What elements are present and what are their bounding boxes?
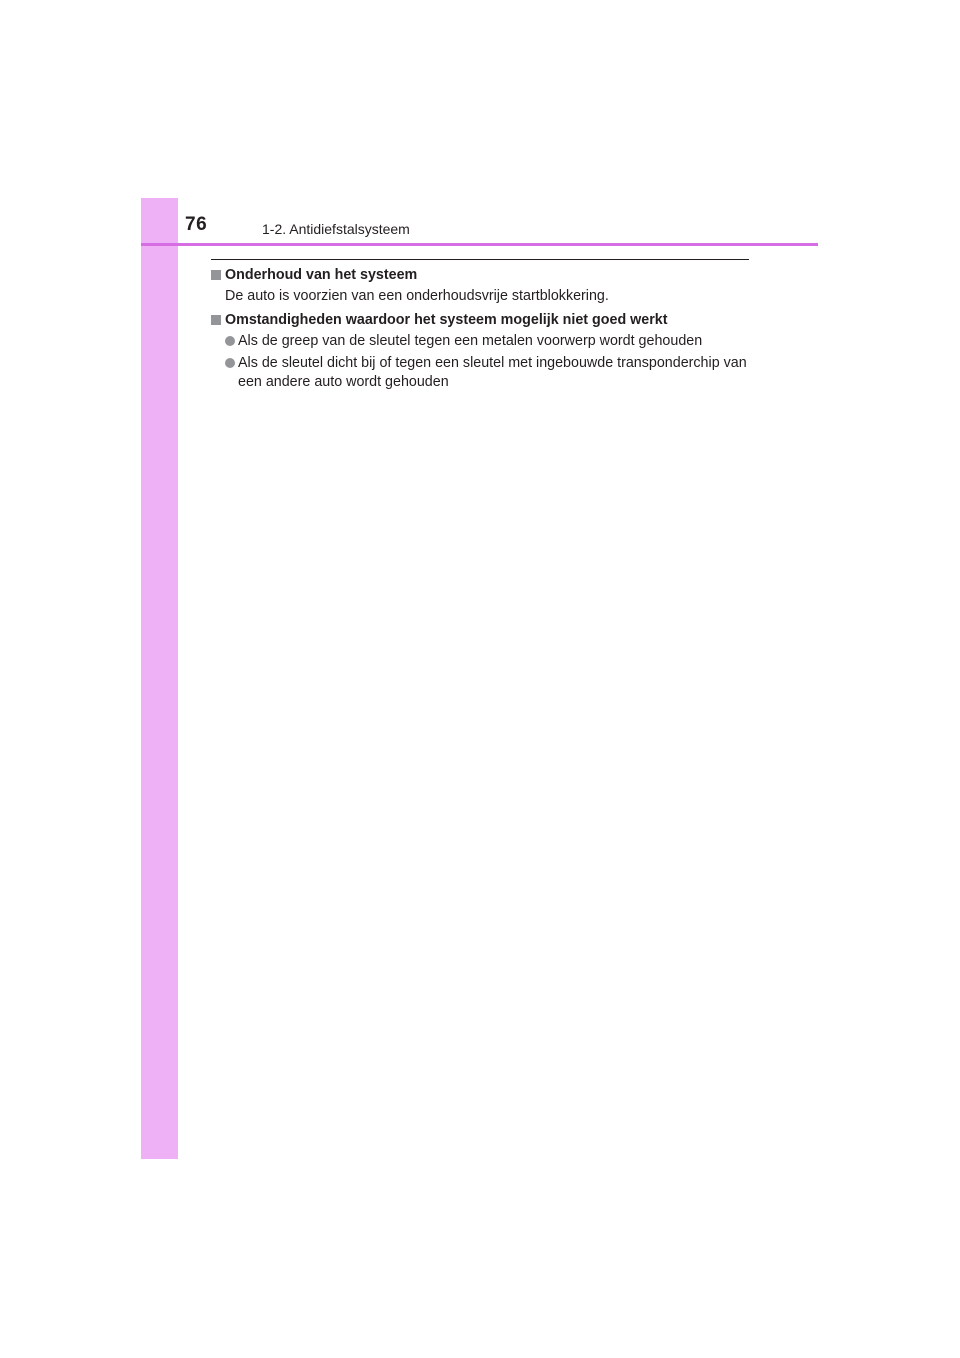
list-item <box>225 332 756 351</box>
section-heading-text: Omstandigheden waardoor het systeem mogelijk niet goed werkt <box>225 312 668 328</box>
section-heading-text: Onderhoud van het systeem <box>225 267 418 283</box>
header-rule <box>141 243 818 246</box>
circle-bullet-icon <box>225 336 235 346</box>
circle-bullet-icon <box>225 358 235 368</box>
square-bullet-icon <box>211 270 221 280</box>
content-rule <box>211 259 749 260</box>
section-heading <box>211 266 756 285</box>
list-item <box>225 354 756 392</box>
section-title: 1-2. Antidiefstalsysteem <box>262 221 410 237</box>
list-item-text: Als de sleutel dicht bij of tegen een sleutel met ingebouwde transponderchip van een andere auto wordt gehouden <box>238 355 747 390</box>
section-paragraph: De auto is voorzien van een onderhoudsvrije startblokkering. <box>225 288 609 304</box>
page-content <box>211 266 756 395</box>
square-bullet-icon <box>211 315 221 325</box>
side-color-band <box>141 198 178 1159</box>
list-item-text: Als de greep van de sleutel tegen een metalen voorwerp wordt gehouden <box>238 333 703 349</box>
page-number: 76 <box>185 214 208 235</box>
section-heading <box>211 311 756 330</box>
